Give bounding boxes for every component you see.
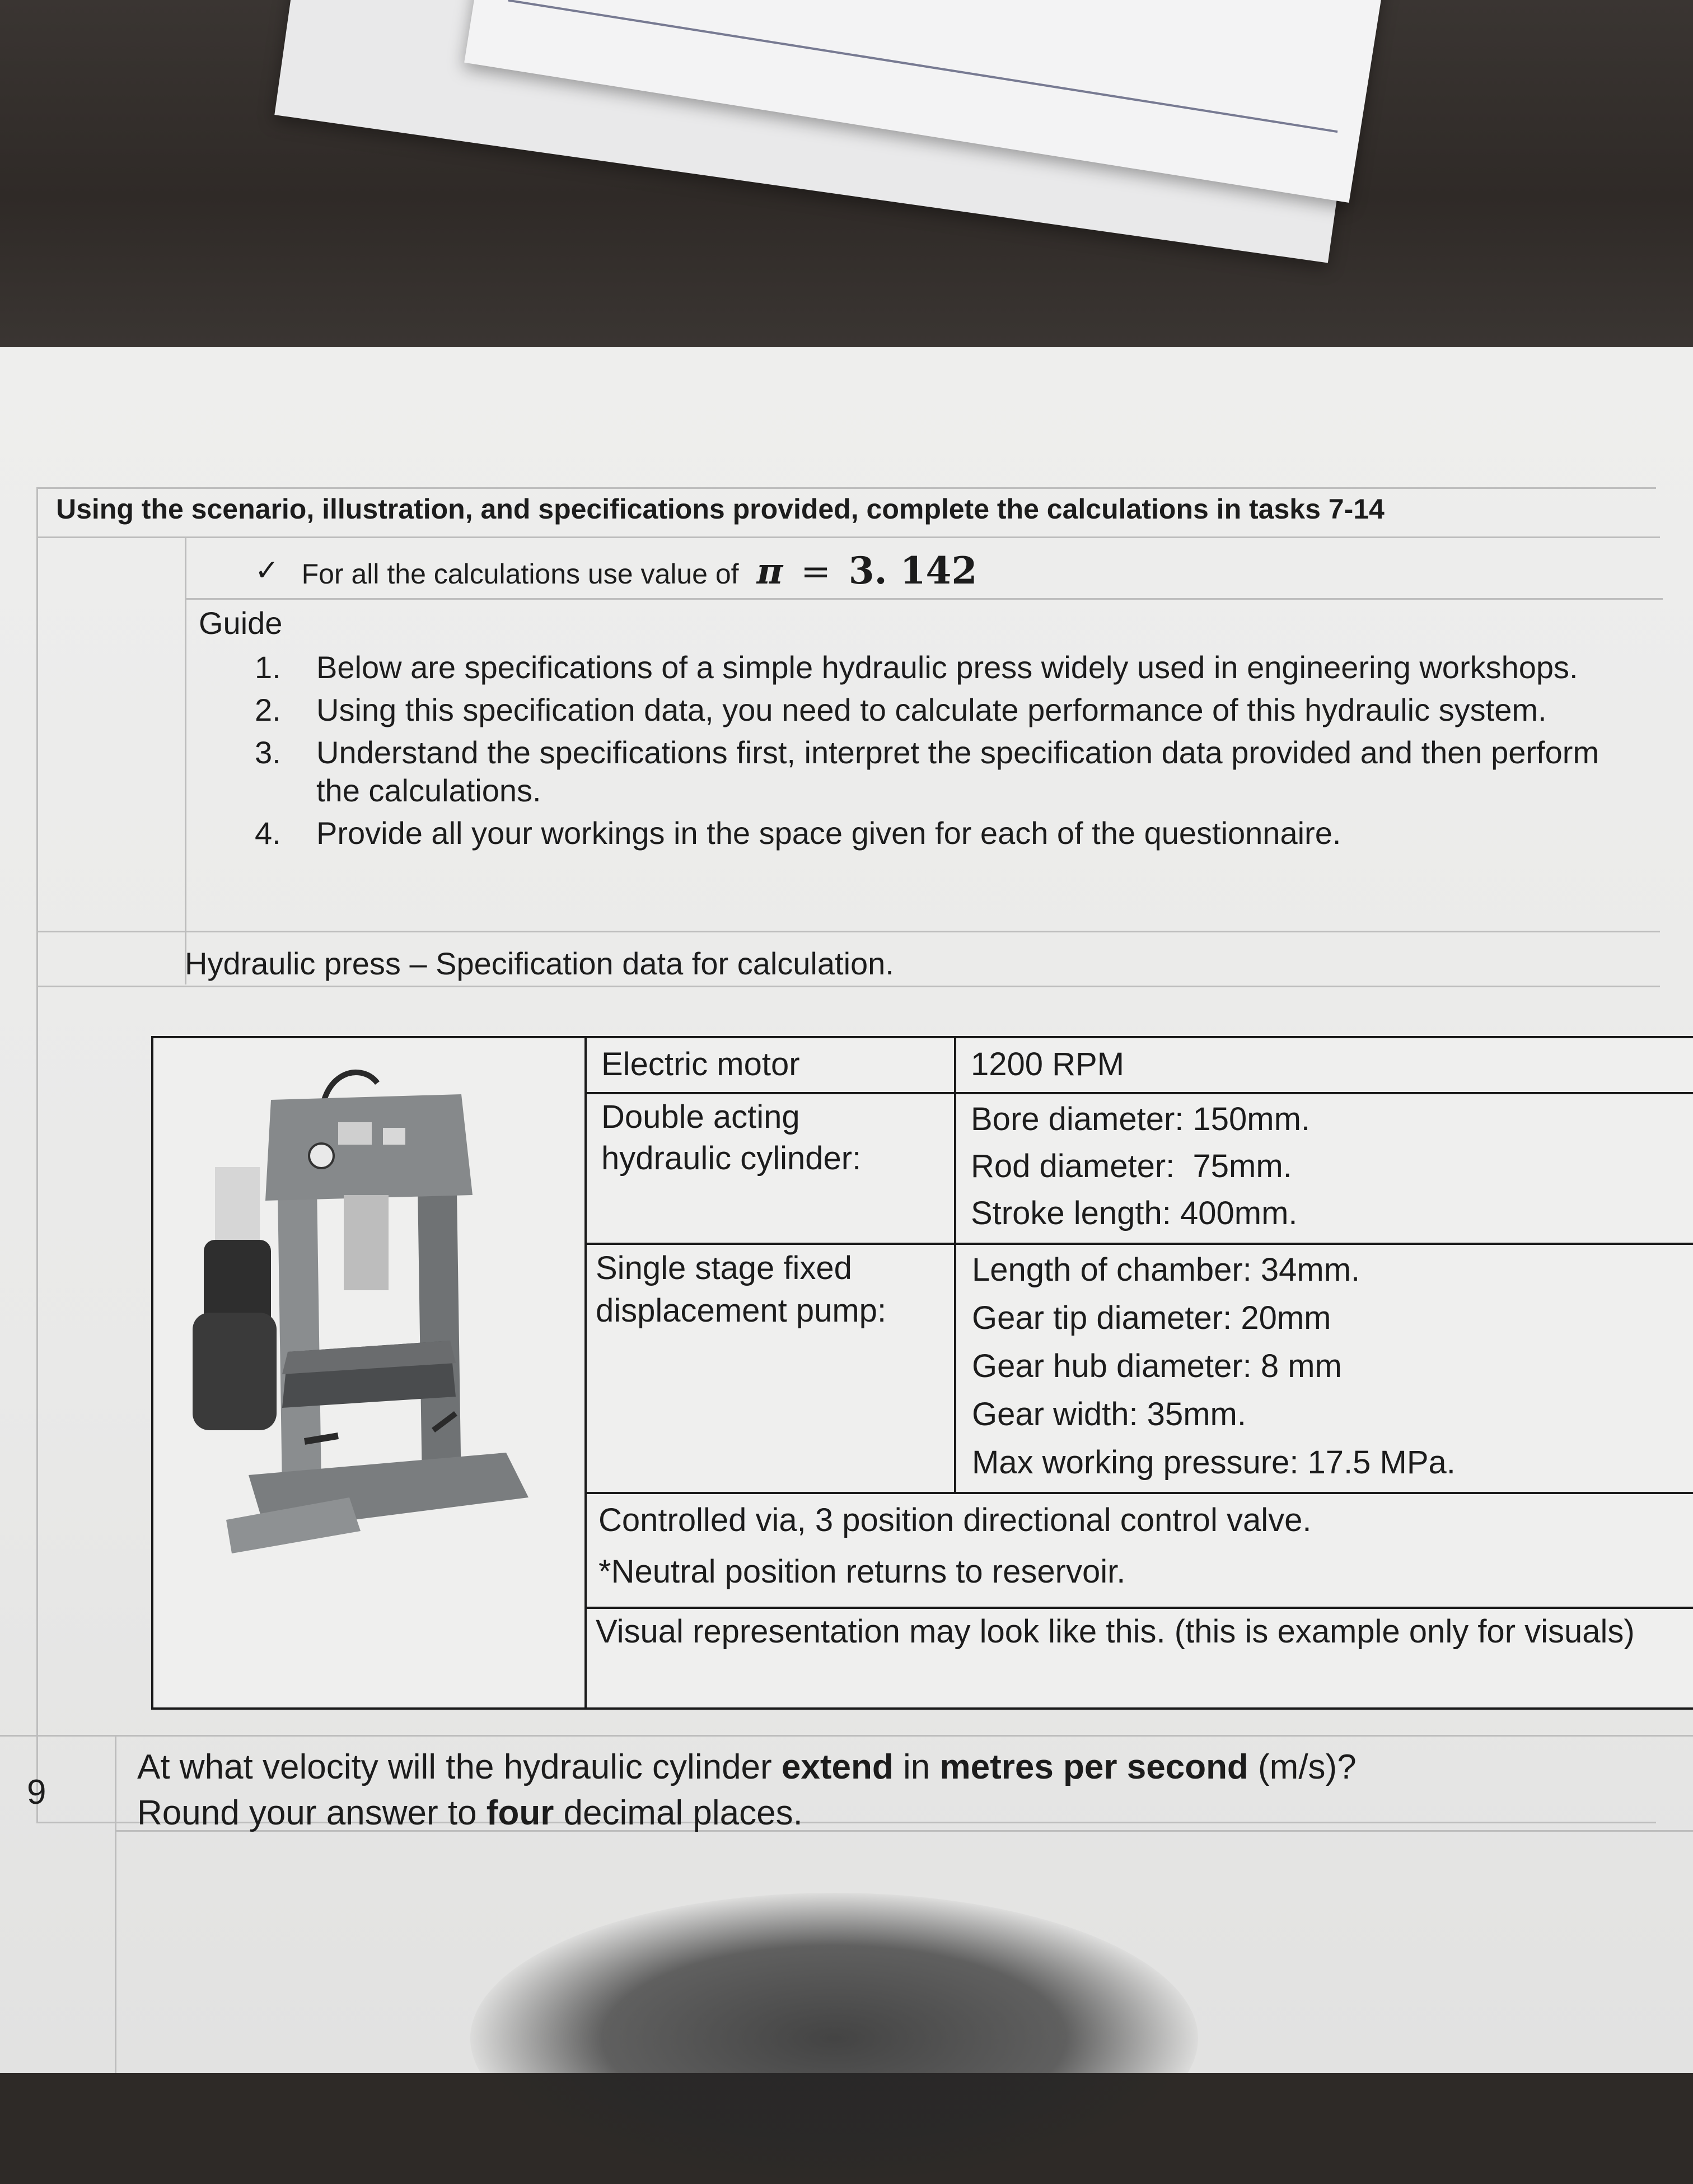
guide-title: Guide	[199, 605, 283, 641]
guide-item	[255, 814, 1643, 852]
hydraulic-press-image	[193, 1049, 562, 1565]
question-part: (m/s)?	[1248, 1748, 1357, 1786]
checkmark-icon: ✓	[255, 554, 279, 587]
instructions-heading: Using the scenario, illustration, and specifications provided, complete the calculations in tasks 7-14	[56, 493, 1385, 525]
pump-max-pressure: Max working pressure: 17.5 MPa.	[972, 1444, 1456, 1481]
question-text	[137, 1744, 1357, 1836]
guide-item	[255, 691, 1643, 729]
valve-line: *Neutral position returns to reservoir.	[598, 1553, 1126, 1590]
visual-note: Visual representation may look like this. (this is example only for visuals)	[596, 1613, 1635, 1650]
guide-item-number: 1.	[255, 650, 281, 685]
pi-equals: =	[801, 551, 831, 592]
question-part: Round your answer to	[137, 1794, 487, 1832]
rule-line	[36, 931, 1660, 932]
pump-gear-tip: Gear tip diameter: 20mm	[972, 1300, 1331, 1336]
spec-table	[151, 1036, 1693, 1710]
valve-line: Controlled via, 3 position directional control valve.	[598, 1502, 1312, 1538]
guide-item-text: Understand the specifications first, interpret the specification data provided and then perform the calculations.	[316, 735, 1600, 808]
hand-shadow	[470, 1893, 1198, 2184]
guide-item-text: Provide all your workings in the space given for each of the questionnaire.	[316, 815, 1341, 851]
table-divider	[584, 1607, 1693, 1609]
guide-item	[255, 648, 1643, 687]
pump-label: Single stage fixed displacement pump:	[596, 1250, 887, 1329]
question-number: 9	[27, 1773, 46, 1812]
rule-line	[0, 1735, 1693, 1737]
guide-item-number: 4.	[255, 815, 281, 851]
motor-label: Electric motor	[601, 1046, 800, 1082]
pi-symbol: π	[756, 550, 783, 592]
guide-list	[255, 648, 1643, 857]
pi-note-text: For all the calculations use value of	[301, 558, 739, 590]
cylinder-rod: Rod diameter: 75mm.	[971, 1148, 1292, 1184]
cylinder-label: Double acting hydraulic cylinder:	[601, 1099, 862, 1177]
question-emphasis: extend	[781, 1748, 894, 1786]
rule-line	[185, 598, 1663, 600]
question-part: decimal places.	[554, 1794, 803, 1832]
rule-line	[115, 1735, 116, 2073]
question-part: in	[893, 1748, 940, 1786]
question-part: At what velocity will the hydraulic cylinder	[137, 1748, 782, 1786]
question-emphasis: four	[486, 1794, 554, 1832]
pump-chamber-length: Length of chamber: 34mm.	[972, 1252, 1360, 1288]
pump-gear-hub: Gear hub diameter: 8 mm	[972, 1348, 1342, 1384]
pi-value: 3. 142	[848, 549, 978, 592]
pi-note	[255, 549, 977, 592]
rule-line	[36, 986, 1660, 987]
guide-item-number: 3.	[255, 735, 281, 770]
cylinder-stroke: Stroke length: 400mm.	[971, 1195, 1298, 1231]
table-divider	[584, 1243, 1693, 1245]
guide-item-number: 2.	[255, 692, 281, 727]
rule-line	[185, 536, 186, 984]
guide-item	[255, 734, 1643, 810]
rule-line	[36, 536, 1660, 538]
cylinder-bore: Bore diameter: 150mm.	[971, 1101, 1311, 1137]
motor-value: 1200 RPM	[971, 1046, 1125, 1082]
question-emphasis: metres per second	[939, 1748, 1248, 1786]
spec-title: Hydraulic press – Specification data for calculation.	[185, 946, 894, 981]
table-divider	[584, 1092, 1693, 1094]
pump-gear-width: Gear width: 35mm.	[972, 1396, 1246, 1432]
guide-item-text: Below are specifications of a simple hydraulic press widely used in engineering workshops.	[316, 650, 1578, 685]
table-divider	[584, 1492, 1693, 1494]
table-divider	[954, 1038, 956, 1492]
guide-item-text: Using this specification data, you need to calculate performance of this hydraulic system.	[316, 692, 1547, 727]
